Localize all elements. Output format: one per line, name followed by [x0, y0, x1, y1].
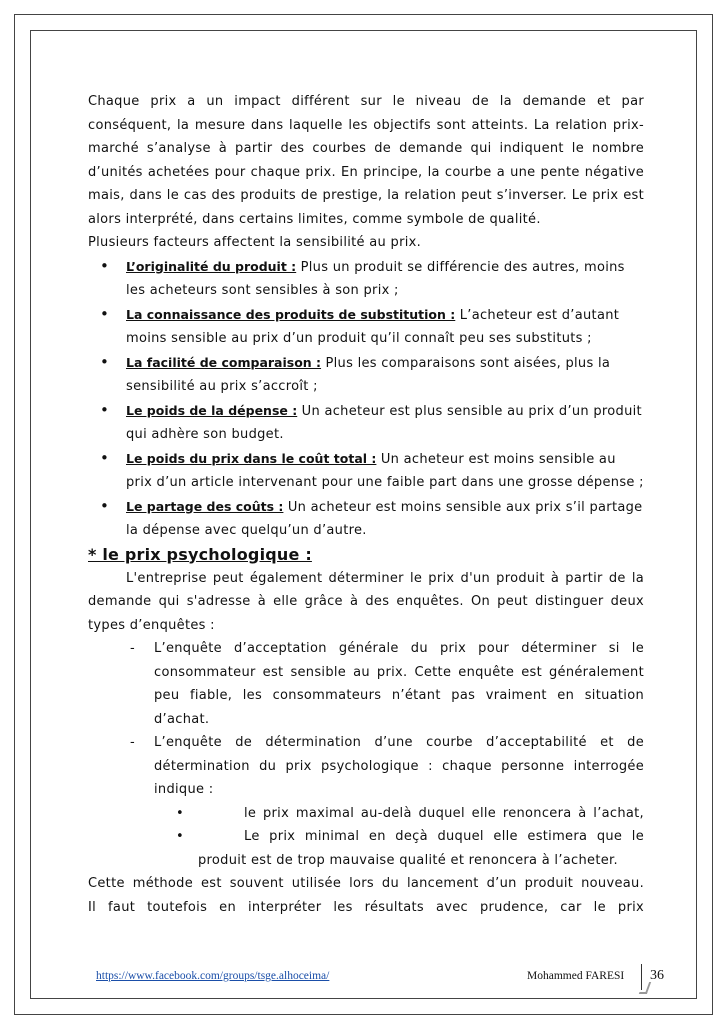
- factor-text: L’acheteur est d’autant moins sensible au prix d’un produit qu’il connaît peu ses substituts ;: [126, 307, 620, 346]
- bullet-icon: •: [176, 805, 184, 821]
- bullet-icon: •: [100, 400, 110, 419]
- factor-term: Le poids du prix dans le coût total :: [126, 450, 377, 466]
- factor-term: L’originalité du produit :: [126, 258, 297, 274]
- bullet-icon: •: [100, 352, 110, 371]
- factor-term: La facilité de comparaison :: [126, 354, 322, 370]
- dash-marker: -: [130, 735, 135, 750]
- price-bound-continuation: produit est de trop mauvaise qualité et renoncera à l’acheter.: [198, 852, 618, 868]
- bullet-icon: •: [100, 496, 110, 515]
- factor-item: [88, 447, 644, 495]
- survey-text: L’enquête d’acceptation générale du prix pour déterminer si le consommateur est sensible au prix. Cette enquête est généralement peu fiable, les consommateurs n’étant pas vraiment en situation d’achat.: [154, 641, 644, 727]
- survey-text: L’enquête de détermination d’une courbe d’acceptabilité et de détermination du prix psychologique : chaque personne interrogée indique :: [154, 735, 644, 797]
- factor-item: [88, 495, 644, 543]
- factor-text: Un acheteur est moins sensible aux prix s’il partage la dépense avec quelqu’un d’autre.: [126, 499, 643, 538]
- factor-text: Un acheteur est plus sensible au prix d’un produit qui adhère son budget.: [126, 403, 642, 442]
- method-paragraph-line1: Cette méthode est souvent utilisée lors du lancement d’un produit nouveau.: [88, 876, 644, 891]
- survey-item: [88, 637, 644, 731]
- bullet-icon: •: [100, 256, 110, 275]
- bullet-icon: •: [100, 448, 110, 467]
- factor-item: [88, 399, 644, 447]
- facebook-group-link[interactable]: https://www.facebook.com/groups/tsge.alhoceima/: [96, 970, 330, 982]
- price-bound-item: [88, 825, 644, 849]
- psych-price-paragraph: L'entreprise peut également déterminer le prix d'un produit à partir de la demande qui s'adresse à elle grâce à des enquêtes. On peut distinguer deux types d’enquêtes :: [88, 570, 644, 633]
- factor-text: Un acheteur est moins sensible au prix d’un article intervenant pour une faible part dans une grosse dépense ;: [126, 451, 644, 490]
- section-heading: * le prix psychologique :: [88, 544, 312, 564]
- survey-item: [88, 731, 644, 802]
- factor-text: Plus un produit se différencie des autres, moins les acheteurs sont sensibles à son prix ;: [126, 259, 625, 298]
- factor-item: [88, 303, 644, 351]
- factors-list: [88, 255, 644, 543]
- factors-intro: Plusieurs facteurs affectent la sensibilité au prix.: [88, 235, 422, 250]
- price-bounds-list: [88, 802, 644, 849]
- factor-text: Plus les comparaisons sont aisées, plus la sensibilité au prix s’accroît ;: [126, 355, 611, 394]
- intro-paragraph: Chaque prix a un impact différent sur le niveau de la demande et par conséquent, la mesure dans laquelle les objectifs sont atteints. La relation prix- marché s’analyse à partir des courbes de demande qui indiquent le nombre d’unités achetées pour chaque prix. En principe, la courbe a une pente négative mais, dans le cas des produits de prestige, la relation peut s’inverser. Le prix est alors interprété, dans certains limites, comme symbole de qualité.: [88, 94, 644, 227]
- bullet-icon: •: [176, 829, 184, 844]
- factor-term: Le poids de la dépense :: [126, 402, 298, 418]
- bullet-icon: •: [100, 304, 110, 323]
- page-number: 36: [650, 968, 664, 983]
- factor-item: [88, 255, 644, 303]
- survey-list: [88, 637, 644, 802]
- factor-term: Le partage des coûts :: [126, 498, 284, 514]
- page-footer: [88, 968, 678, 988]
- price-bound-item: [88, 802, 644, 826]
- author-name: Mohammed FARESI: [527, 970, 625, 982]
- dash-marker: -: [130, 641, 135, 656]
- factor-term: La connaissance des produits de substitution :: [126, 306, 456, 322]
- factor-item: [88, 351, 644, 399]
- price-bound-text: Le prix minimal en deçà duquel elle estimera que le: [244, 829, 644, 844]
- price-bound-text: le prix maximal au-delà duquel elle renoncera à l’achat,: [244, 805, 644, 821]
- method-paragraph-line2: Il faut toutefois en interpréter les résultats avec prudence, car le prix: [88, 899, 644, 915]
- document-body: [88, 90, 644, 919]
